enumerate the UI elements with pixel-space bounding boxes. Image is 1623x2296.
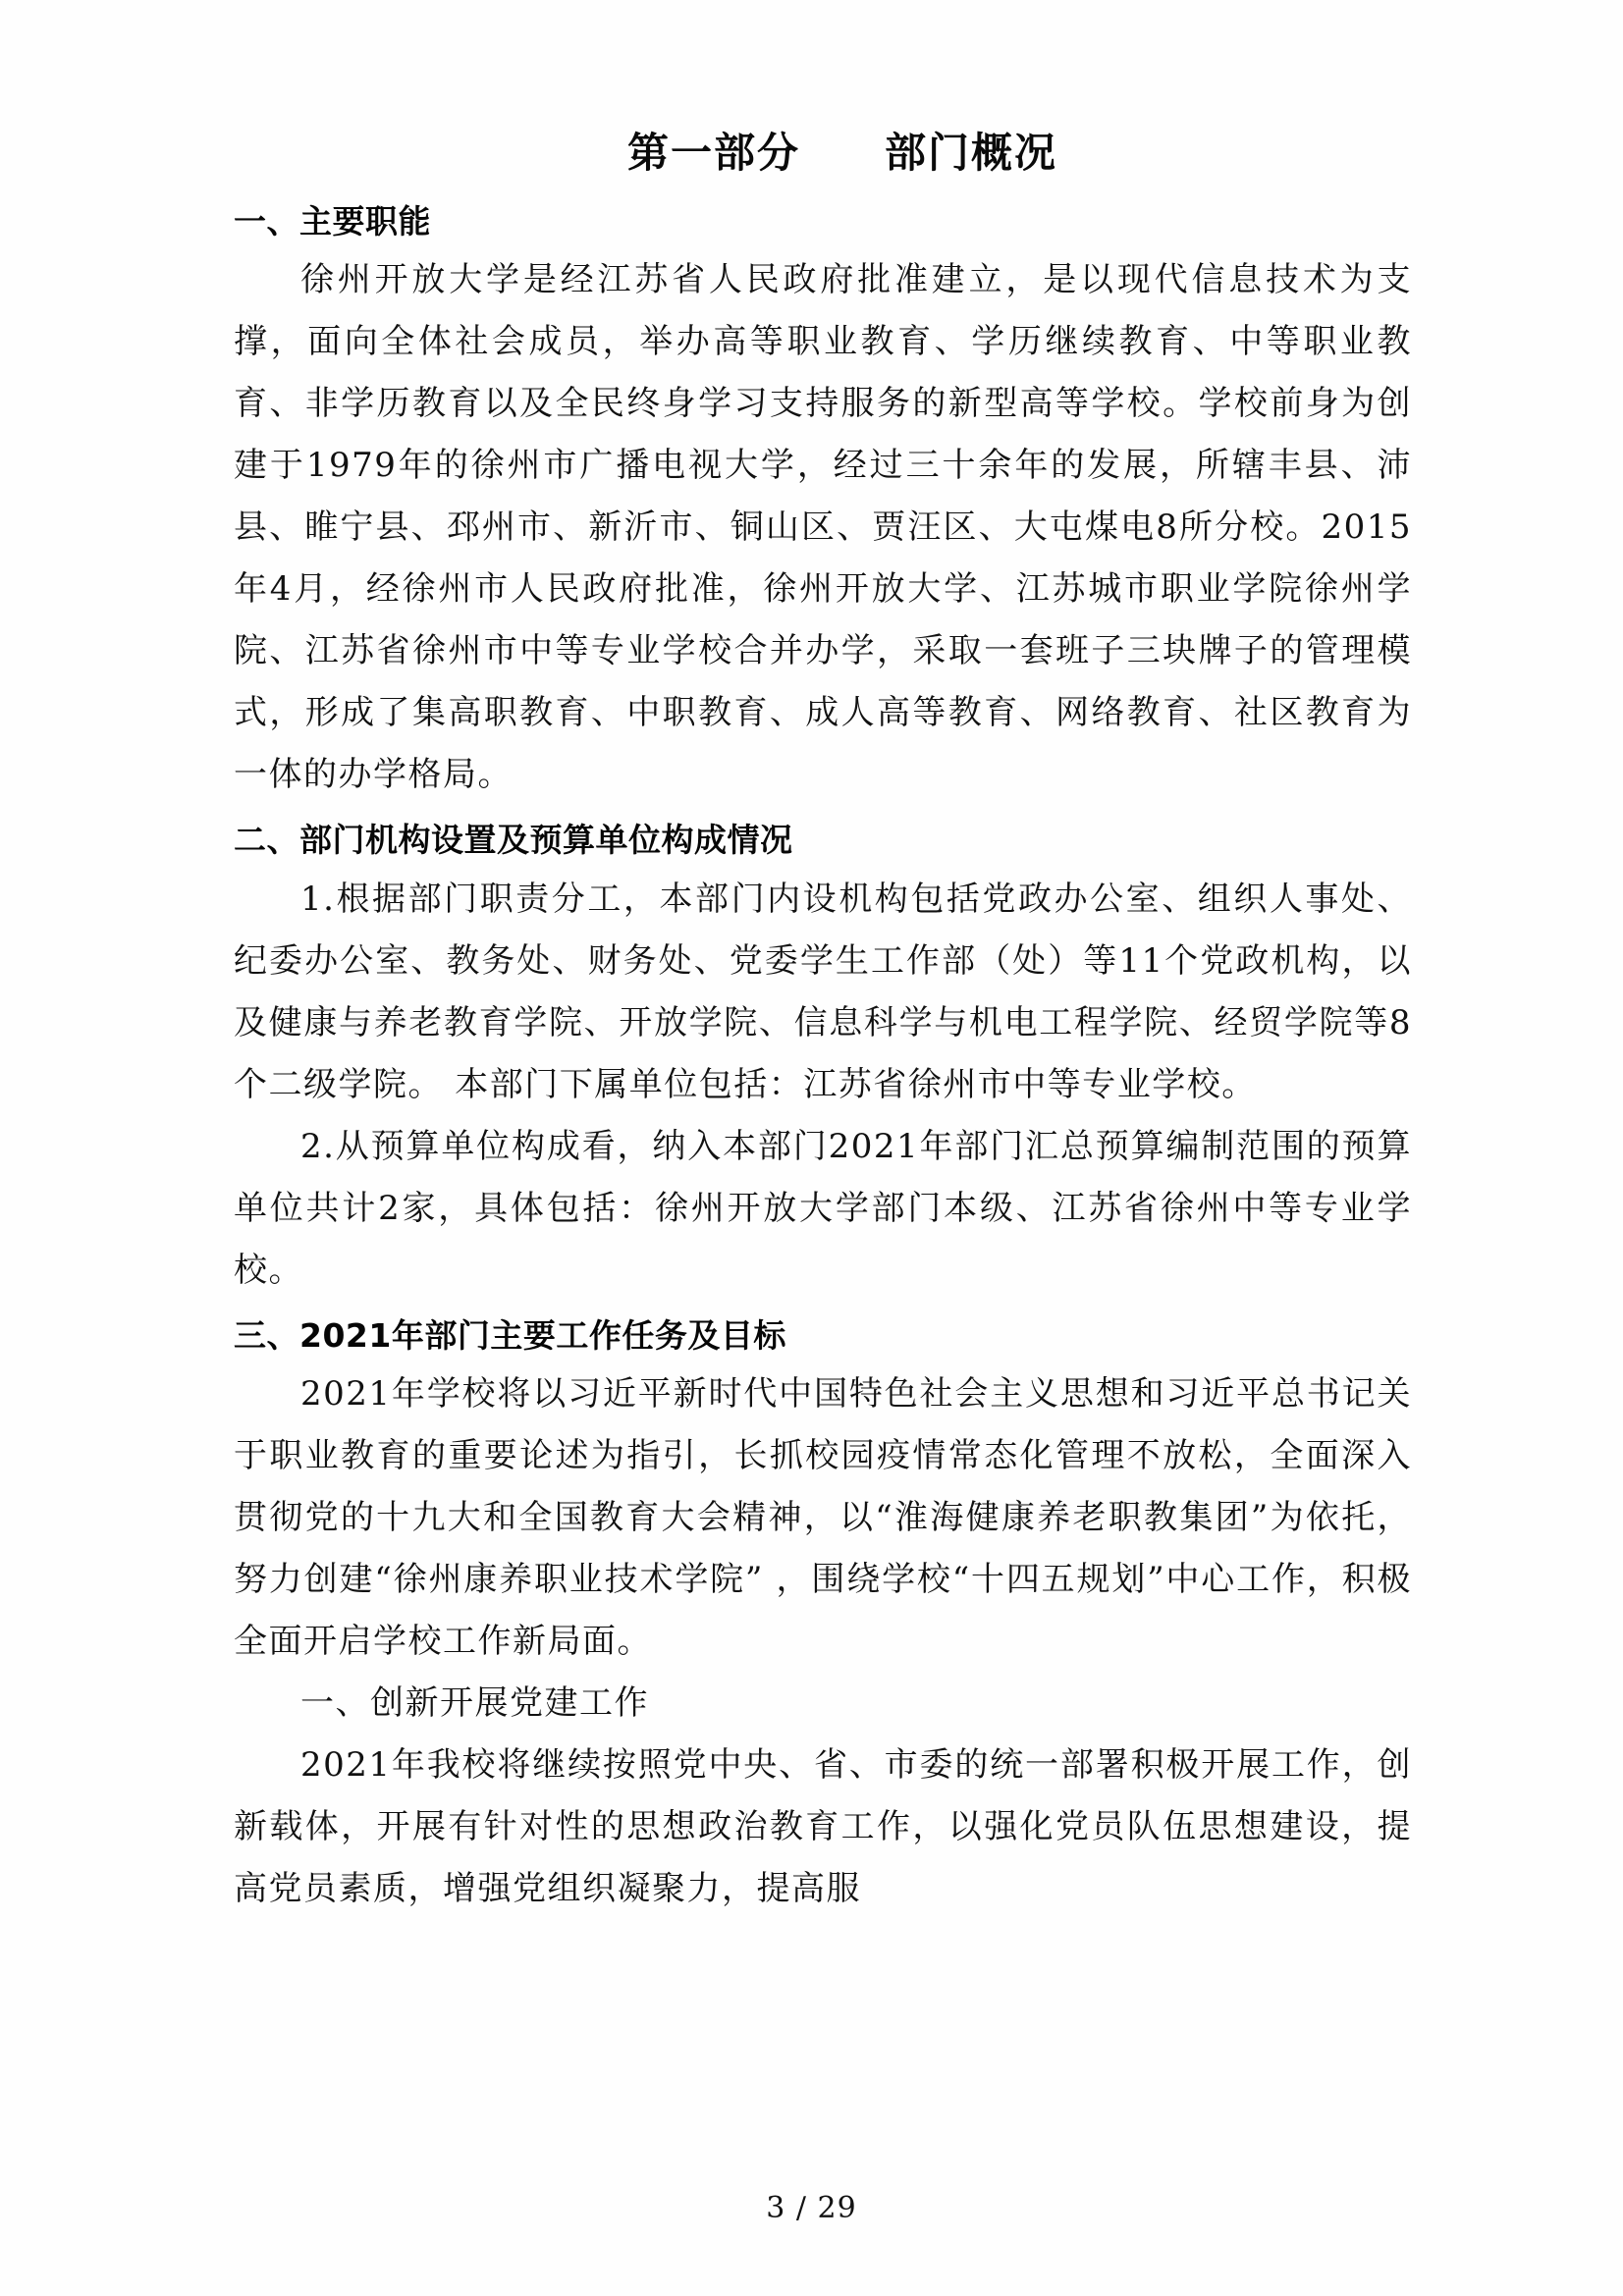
section-2-paragraph-1: 1.根据部门职责分工，本部门内设机构包括党政办公室、组织人事处、纪委办公室、教务处、财务处、党委学生工作部（处）等11个党政机构，以及健康与养老教育学院、开放学院、信息科学与机电工程学院、经贸学院等8个二级学院。 本部门下属单位包括：江苏省徐州市中等专业学校。 — [234, 879, 1412, 1104]
page-title — [234, 126, 1412, 182]
document-content — [234, 126, 1412, 1920]
section-heading-1: 一、主要职能 — [234, 201, 431, 240]
page-title-subject: 部门概况 — [885, 129, 1058, 177]
section-3-paragraph-1: 2021年学校将以习近平新时代中国特色社会主义思想和习近平总书记关于职业教育的重要论述为指引，长抓校园疫情常态化管理不放松，全面深入贯彻党的十九大和全国教育大会精神，以“淮海健康养老职教集团”为依托，努力创建“徐州康养职业技术学院” ，围绕学校“十四五规划”中心工作，积极全面开启学校工作新局面。 — [234, 1374, 1412, 1662]
section-2-paragraph-2: 2.从预算单位构成看，纳入本部门2021年部门汇总预算编制范围的预算单位共计2家，具体包括：徐州开放大学部门本级、江苏省徐州中等专业学校。 — [234, 1126, 1412, 1290]
section-heading-3: 三、2021年部门主要工作任务及目标 — [234, 1315, 786, 1355]
section-3-subheading-1: 一、创新开展党建工作 — [300, 1683, 649, 1724]
section-heading-2: 二、部门机构设置及预算单位构成情况 — [234, 821, 793, 860]
section-1-paragraph-1: 徐州开放大学是经江苏省人民政府批准建立，是以现代信息技术为支撑，面向全体社会成员，举办高等职业教育、学历继续教育、中等职业教育、非学历教育以及全民终身学习支持服务的新型高等学校。学校前身为创建于1979年的徐州市广播电视大学，经过三十余年的发展，所辖丰县、沛县、睢宁县、邳州市、新沂市、铜山区、贾汪区、大屯煤电8所分校。2015年4月，经徐州市人民政府批准，徐州开放大学、江苏城市职业学院徐州学院、江苏省徐州市中等专业学校合并办学，采取一套班子三块牌子的管理模式，形成了集高职教育、中职教育、成人高等教育、网络教育、社区教育为一体的办学格局。 — [234, 260, 1412, 795]
page-number: 3 / 29 — [766, 2191, 857, 2225]
section-3-subsection-1-paragraph-1: 2021年我校将继续按照党中央、省、市委的统一部署积极开展工作，创新载体，开展有针对性的思想政治教育工作，以强化党员队伍思想建设，提高党员素质，增强党组织凝聚力，提高服 — [234, 1745, 1412, 1909]
page-footer — [0, 2191, 1623, 2225]
page-title-part: 第一部分 — [626, 129, 800, 177]
